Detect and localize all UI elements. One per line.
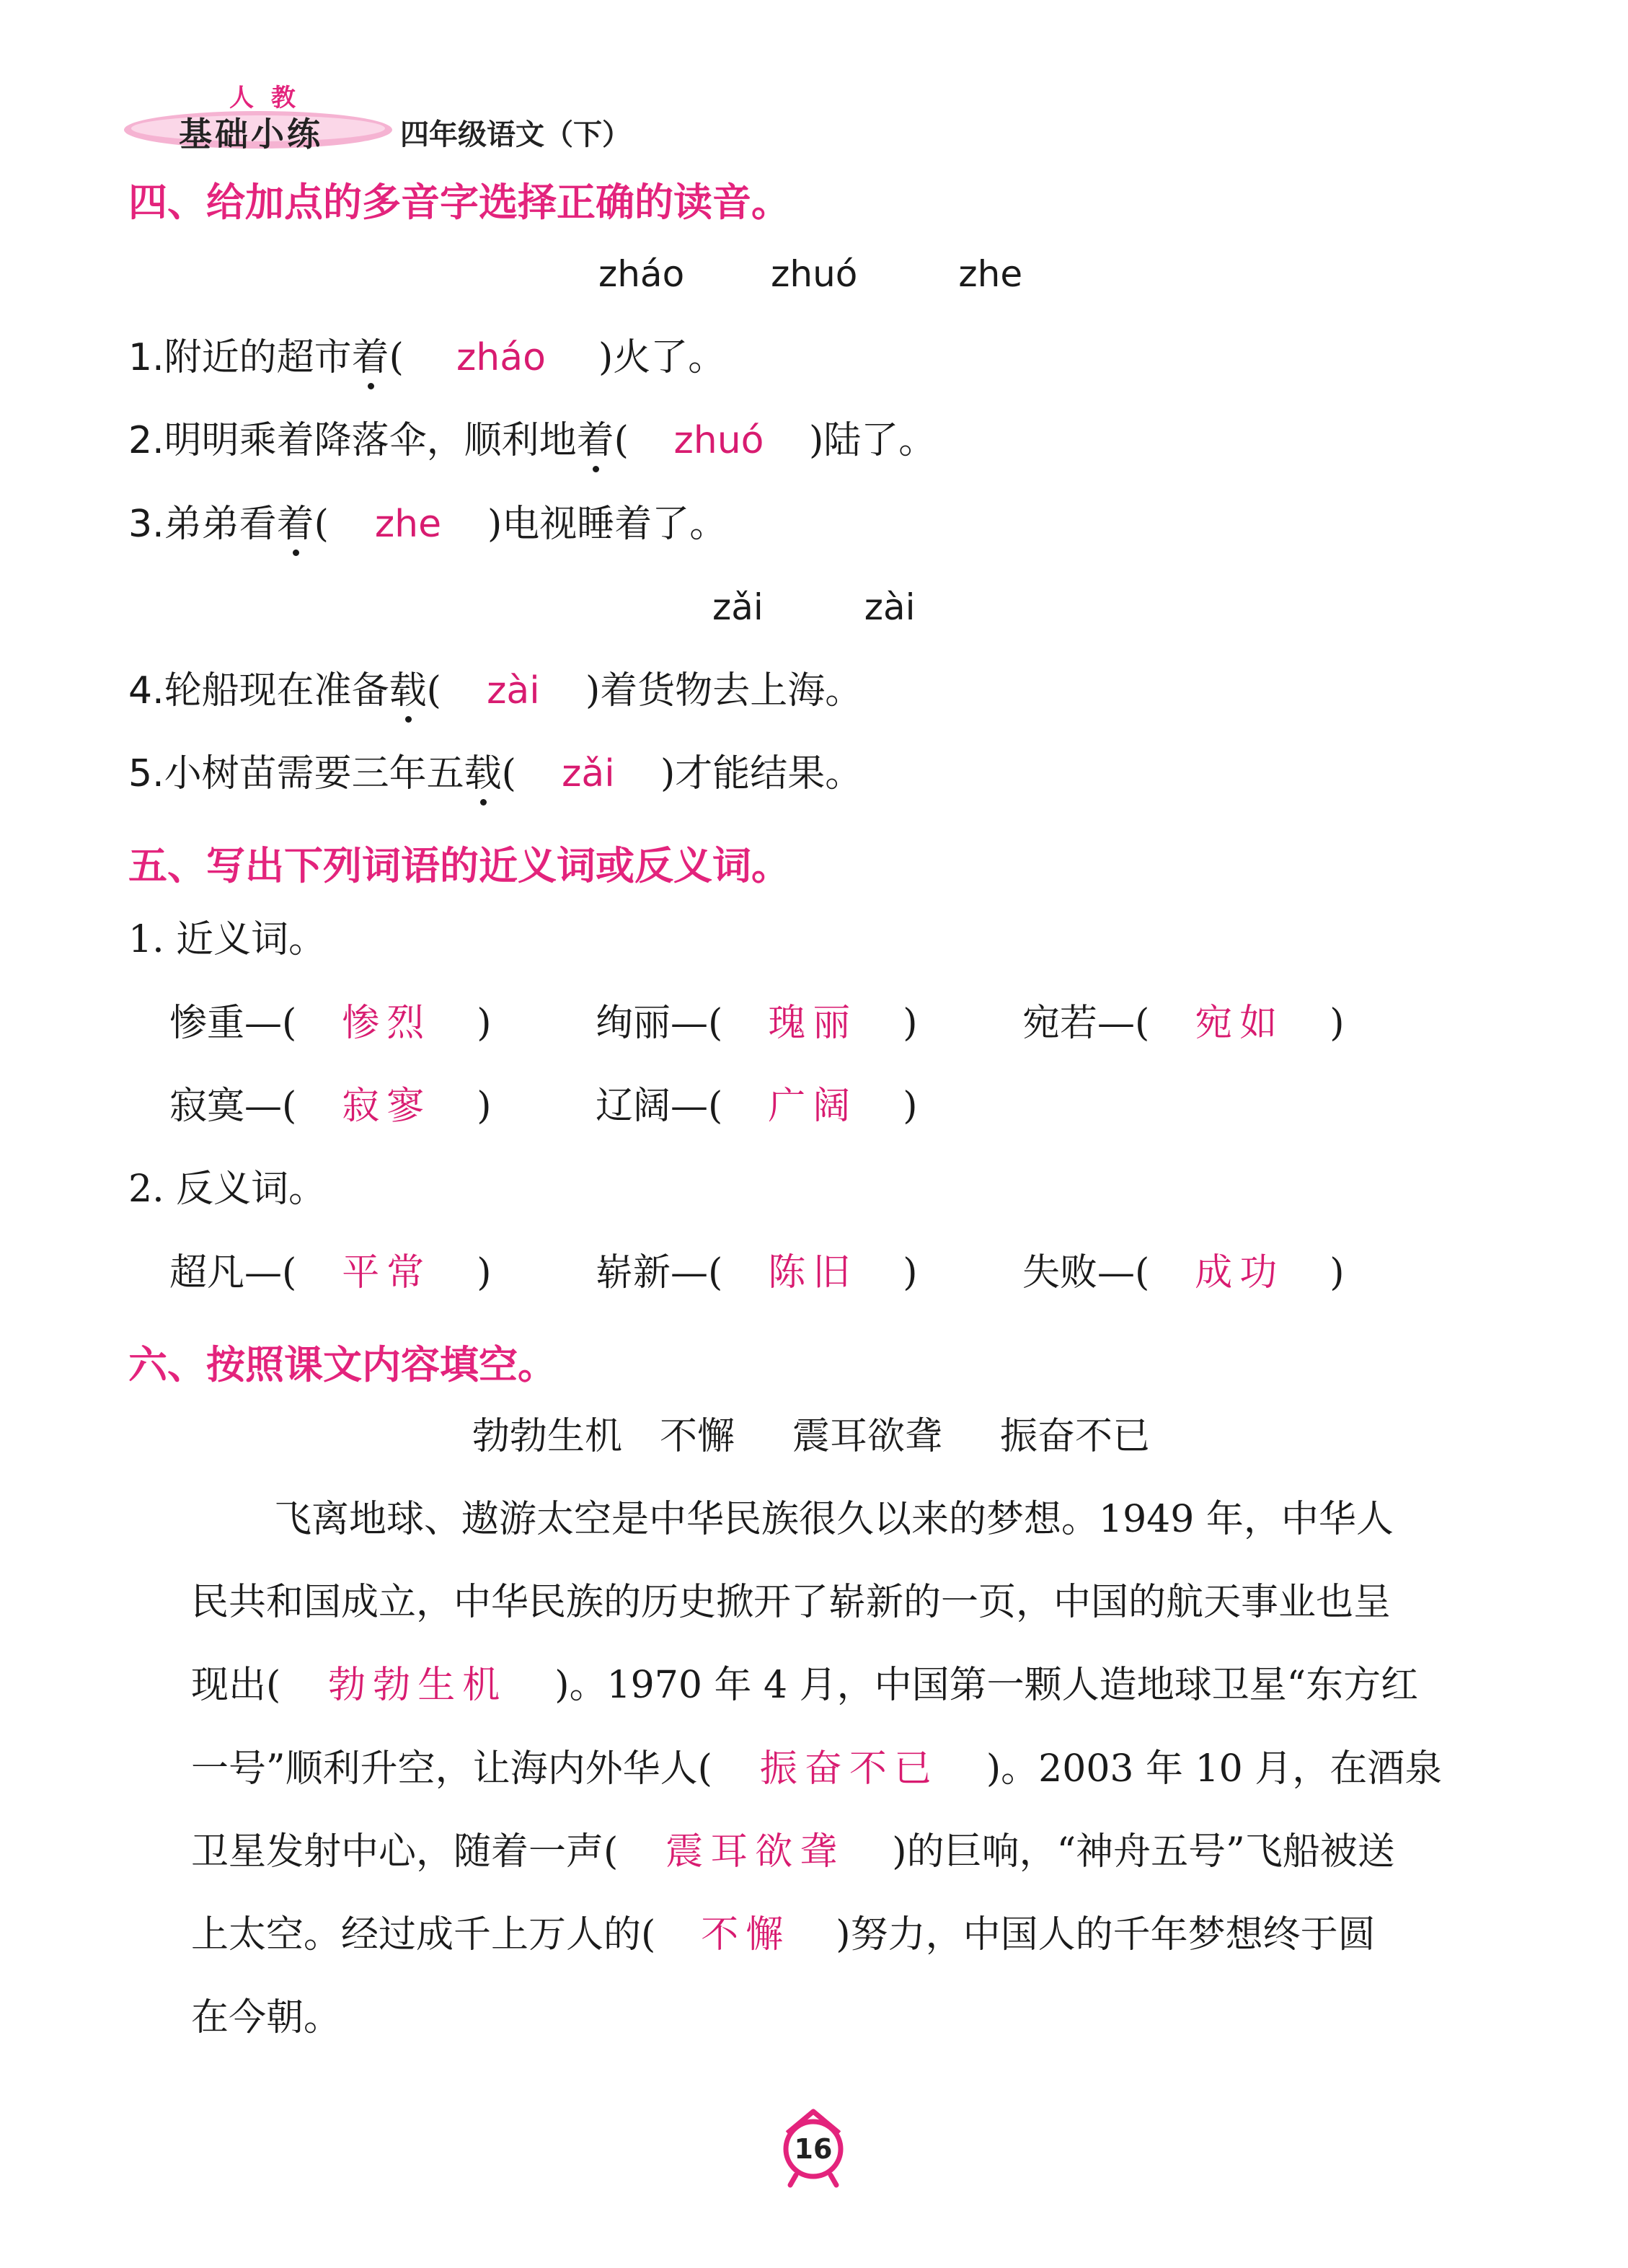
synonym-pair: 寂寞—( 寂寥 ) [169,1085,492,1128]
answer-blank[interactable]: zhe [374,503,442,546]
answer-blank[interactable]: 振奋不已 [759,1747,939,1791]
answer-blank[interactable]: 惨烈 [342,1002,432,1045]
passage-line: 民共和国成立，中华民族的历史掀开了崭新的一页，中国的航天事业也呈 [191,1581,1392,1624]
passage-line: 卫星发射中心，随着一声( 震耳欲聋 )的巨响，“神舟五号”飞船被送 [191,1830,1395,1874]
answer-blank[interactable]: zài [487,669,540,712]
polyphone-item-4: 4.轮船现在准备载( zài )着货物去上海。 [128,669,863,712]
section5-title: 五、写出下列词语的近义词或反义词。 [128,843,790,888]
answer-blank[interactable]: 瑰丽 [768,1002,858,1045]
dotted-char: 着 [576,419,614,462]
synonym-pair: 辽阔—( 广阔 ) [596,1085,918,1128]
passage-line: 一号”顺利升空，让海内外华人( 振奋不已 )。2003 年 10 月，在酒泉 [191,1747,1443,1791]
word-bank-item: 振奋不已 [1000,1415,1151,1458]
pinyin-options-group1 [598,252,1022,296]
section4-title: 四、给加点的多音字选择正确的读音。 [128,180,790,225]
grade-subtitle: 四年级语文（下） [400,118,631,151]
polyphone-item-3: 3.弟弟看着( zhe )电视睡着了。 [128,503,727,546]
dotted-char: 载 [464,752,502,795]
antonym-pair: 超凡—( 平常 ) [169,1251,492,1294]
polyphone-item-1: 1.附近的超市着( zháo )火了。 [128,336,726,379]
dotted-char: 载 [389,669,427,712]
dotted-char: 着 [351,336,389,379]
synonym-pair: 宛若—( 宛如 ) [1022,1002,1345,1045]
answer-blank[interactable]: 勃勃生机 [328,1664,508,1707]
antonym-pair: 失败—( 成功 ) [1022,1251,1345,1294]
answer-blank[interactable]: 宛如 [1195,1002,1285,1045]
series-title: 基础小练 [179,115,323,154]
section6-title: 六、按照课文内容填空。 [128,1342,557,1387]
antonym-pair: 崭新—( 陈旧 ) [596,1251,918,1294]
pinyin-option: zǎi [712,586,764,628]
word-bank [472,1415,1150,1458]
word-bank-item: 勃勃生机 [472,1415,623,1458]
synonym-pair: 惨重—( 惨烈 ) [169,1002,492,1045]
passage-line: 上太空。经过成千上万人的( 不懈 )努力，中国人的千年梦想终于圆 [191,1913,1376,1956]
synonyms-label: 1. 近义词。 [128,918,327,961]
page-number-badge [770,2104,857,2191]
word-bank-item: 不懈 [660,1415,735,1458]
answer-blank[interactable]: 广阔 [768,1085,858,1128]
answer-blank[interactable]: 成功 [1195,1251,1285,1294]
answer-blank[interactable]: zǎi [562,752,615,795]
passage-line: 飞离地球、遨游太空是中华民族很久以来的梦想。1949 年，中华人 [274,1498,1394,1541]
polyphone-item-2: 2.明明乘着降落伞，顺利地着( zhuó )陆了。 [128,419,937,462]
passage-line: 在今朝。 [191,1996,342,2039]
answer-blank[interactable]: zhuó [673,419,764,462]
passage-line: 现出( 勃勃生机 )。1970 年 4 月，中国第一颗人造地球卫星“东方红 [191,1664,1419,1707]
pinyin-option: zháo [598,253,685,295]
answer-blank[interactable]: 陈旧 [768,1251,858,1294]
antonyms-label: 2. 反义词。 [128,1168,327,1211]
pinyin-option: zhuó [771,253,858,295]
page-number: 16 [794,2133,833,2165]
header-small-label: 人 教 [229,84,300,112]
answer-blank[interactable]: 平常 [342,1251,432,1294]
pinyin-option: zhe [958,253,1023,295]
dotted-char: 着 [276,503,314,546]
answer-blank[interactable]: 震耳欲聋 [665,1830,845,1874]
pinyin-options-group2 [712,586,916,629]
answer-blank[interactable]: 寂寥 [342,1085,432,1128]
polyphone-item-5: 5.小树苗需要三年五载( zǎi )才能结果。 [128,752,863,795]
synonym-pair: 绚丽—( 瑰丽 ) [596,1002,918,1045]
word-bank-item: 震耳欲聋 [792,1415,943,1458]
pinyin-option: zài [864,586,916,628]
answer-blank[interactable]: zháo [456,336,546,379]
answer-blank[interactable]: 不懈 [701,1913,791,1956]
